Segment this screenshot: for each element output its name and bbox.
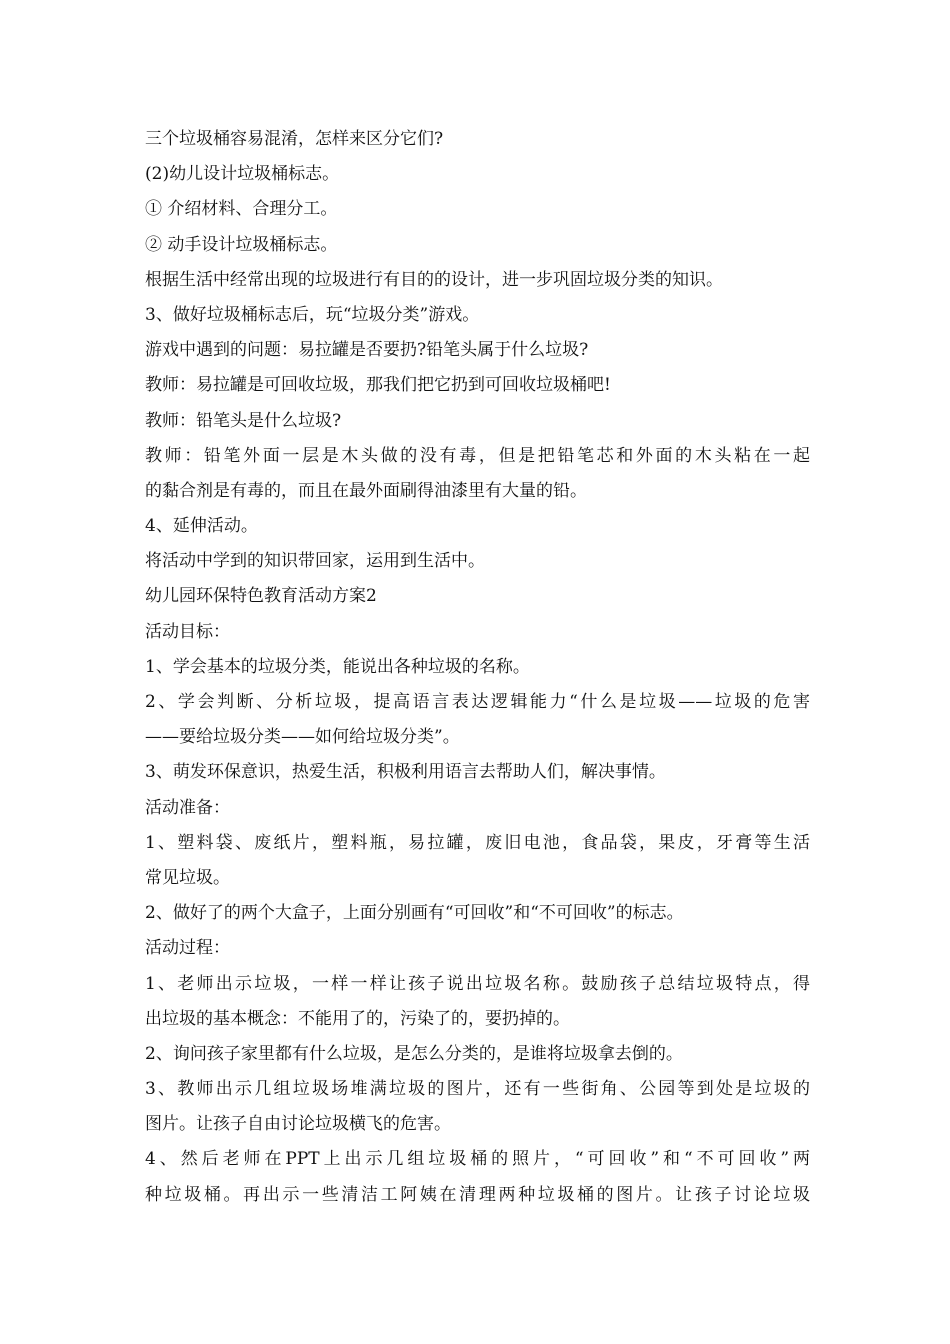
text-line: 1、塑料袋、废纸片，塑料瓶，易拉罐，废旧电池，食品袋，果皮，牙膏等生活 — [145, 832, 810, 853]
text-line: 三个垃圾桶容易混淆，怎样来区分它们? — [145, 129, 444, 149]
text-line: 活动准备： — [145, 797, 230, 818]
text-line: 2、询问孩子家里都有什么垃圾，是怎么分类的，是谁将垃圾拿去倒的。 — [145, 1043, 683, 1064]
text-line: 1、学会基本的垃圾分类，能说出各种垃圾的名称。 — [145, 656, 530, 677]
text-line: 常见垃圾。 — [145, 867, 230, 888]
document-body — [145, 122, 810, 1213]
text-line: 活动过程： — [145, 938, 230, 959]
text-line: ① 介绍材料、合理分工。 — [145, 199, 338, 220]
text-line: 将活动中学到的知识带回家，运用到生活中。 — [145, 551, 485, 572]
text-line: 4、延伸活动。 — [145, 516, 258, 537]
text-line: 2、做好了的两个大盒子，上面分别画有“可回收”和“不可回收”的标志。 — [145, 903, 684, 924]
text-line: 4、然后老师在PPT上出示几组垃圾桶的照片，“可回收”和“不可回收”两 — [145, 1149, 810, 1170]
text-line: 出垃圾的基本概念：不能用了的，污染了的，要扔掉的。 — [145, 1008, 570, 1029]
text-line: 3、萌发环保意识，热爱生活，积极利用语言去帮助人们，解决事情。 — [145, 762, 666, 783]
text-line: 根据生活中经常出现的垃圾进行有目的的设计，进一步巩固垃圾分类的知识。 — [145, 269, 723, 290]
text-line: 教师：铅笔外面一层是木头做的没有毒，但是把铅笔芯和外面的木头粘在一起 — [145, 445, 810, 466]
text-line: 3、做好垃圾桶标志后，玩“垃圾分类”游戏。 — [145, 304, 480, 325]
text-line: 教师：易拉罐是可回收垃圾，那我们把它扔到可回收垃圾桶吧! — [145, 375, 611, 396]
text-line: 1、老师出示垃圾，一样一样让孩子说出垃圾名称。鼓励孩子总结垃圾特点，得 — [145, 973, 810, 994]
text-line: 的黏合剂是有毒的，而且在最外面刷得油漆里有大量的铅。 — [145, 480, 587, 501]
text-line: ——要给垃圾分类——如何给垃圾分类”。 — [145, 727, 460, 748]
text-line: 游戏中遇到的问题：易拉罐是否要扔?铅笔头属于什么垃圾? — [145, 340, 589, 361]
text-line: 活动目标： — [145, 621, 230, 642]
text-line: 图片。让孩子自由讨论垃圾横飞的危害。 — [145, 1114, 451, 1135]
section-title: 幼儿园环保特色教育活动方案2 — [145, 586, 377, 607]
text-line: 2、学会判断、分析垃圾，提高语言表达逻辑能力“什么是垃圾——垃圾的危害 — [145, 692, 810, 712]
text-line: 3、教师出示几组垃圾场堆满垃圾的图片，还有一些街角、公园等到处是垃圾的 — [145, 1079, 810, 1100]
text-line: 教师：铅笔头是什么垃圾? — [145, 410, 342, 431]
text-line: (2)幼儿设计垃圾桶标志。 — [145, 164, 340, 185]
text-line: 种垃圾桶。再出示一些清洁工阿姨在清理两种垃圾桶的图片。让孩子讨论垃圾 — [145, 1184, 810, 1205]
text-line: ② 动手设计垃圾桶标志。 — [145, 234, 338, 255]
